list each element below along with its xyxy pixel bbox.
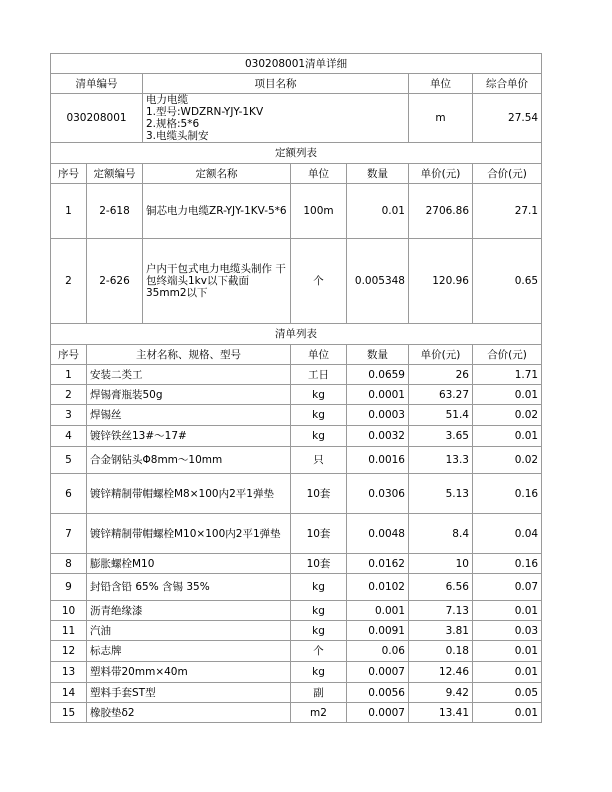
quota-qty: 0.005348 xyxy=(347,239,409,324)
material-unit: kg xyxy=(291,662,347,683)
material-total: 1.71 xyxy=(473,365,542,385)
quota-row xyxy=(51,184,542,239)
material-name: 合金钢钻头Φ8mm～10mm xyxy=(87,447,291,474)
material-price: 3.65 xyxy=(409,426,473,447)
quota-name: 铜芯电力电缆ZR-YJY-1KV-5*6 xyxy=(143,184,291,239)
quota-header-qty: 数量 xyxy=(347,164,409,184)
item-name-line: 1.型号:WDZRN-YJY-1KV xyxy=(146,106,264,118)
material-total: 0.01 xyxy=(473,662,542,683)
material-total: 0.01 xyxy=(473,601,542,621)
material-qty: 0.0007 xyxy=(347,662,409,683)
material-name: 镀锌精制带帽螺栓M10×100内2平1弹垫 xyxy=(87,514,291,554)
quota-price: 2706.86 xyxy=(409,184,473,239)
table-title: 030208001清单详细 xyxy=(51,54,542,74)
material-total: 0.16 xyxy=(473,474,542,514)
quota-price: 120.96 xyxy=(409,239,473,324)
material-row xyxy=(51,514,542,554)
material-row xyxy=(51,621,542,641)
material-price: 9.42 xyxy=(409,683,473,703)
material-total: 0.01 xyxy=(473,641,542,662)
material-seq: 6 xyxy=(51,474,87,514)
material-name: 焊锡膏瓶装50g xyxy=(87,385,291,405)
material-price: 13.3 xyxy=(409,447,473,474)
material-row xyxy=(51,683,542,703)
material-unit: 个 xyxy=(291,641,347,662)
materials-header-name: 主材名称、规格、型号 xyxy=(87,345,291,365)
material-qty: 0.0306 xyxy=(347,474,409,514)
material-qty: 0.0003 xyxy=(347,405,409,426)
material-unit: kg xyxy=(291,385,347,405)
material-seq: 14 xyxy=(51,683,87,703)
material-row xyxy=(51,554,542,574)
quota-total: 27.1 xyxy=(473,184,542,239)
material-name: 膨胀螺栓M10 xyxy=(87,554,291,574)
material-name: 封铅含铅 65% 含锡 35% xyxy=(87,574,291,601)
material-row xyxy=(51,447,542,474)
material-qty: 0.0056 xyxy=(347,683,409,703)
material-qty: 0.0102 xyxy=(347,574,409,601)
material-row xyxy=(51,426,542,447)
material-seq: 5 xyxy=(51,447,87,474)
material-qty: 0.0007 xyxy=(347,703,409,723)
material-name: 沥青绝缘漆 xyxy=(87,601,291,621)
material-unit: 副 xyxy=(291,683,347,703)
material-price: 8.4 xyxy=(409,514,473,554)
item-price: 27.54 xyxy=(473,94,542,143)
item-name-line: 电力电缆 xyxy=(146,94,188,106)
materials-section-title: 清单列表 xyxy=(51,324,542,345)
material-total: 0.03 xyxy=(473,621,542,641)
material-price: 63.27 xyxy=(409,385,473,405)
quota-row xyxy=(51,239,542,324)
material-name: 塑料带20mm×40m xyxy=(87,662,291,683)
material-seq: 12 xyxy=(51,641,87,662)
material-price: 10 xyxy=(409,554,473,574)
material-unit: 10套 xyxy=(291,554,347,574)
material-qty: 0.0162 xyxy=(347,554,409,574)
material-qty: 0.06 xyxy=(347,641,409,662)
material-total: 0.02 xyxy=(473,405,542,426)
material-total: 0.07 xyxy=(473,574,542,601)
quota-header-total: 合价(元) xyxy=(473,164,542,184)
header-name: 项目名称 xyxy=(143,74,409,94)
material-qty: 0.0091 xyxy=(347,621,409,641)
quota-section-title: 定额列表 xyxy=(51,143,542,164)
material-unit: kg xyxy=(291,426,347,447)
materials-header-qty: 数量 xyxy=(347,345,409,365)
material-seq: 7 xyxy=(51,514,87,554)
material-seq: 13 xyxy=(51,662,87,683)
material-total: 0.16 xyxy=(473,554,542,574)
material-name: 焊锡丝 xyxy=(87,405,291,426)
item-code: 030208001 xyxy=(51,94,143,143)
material-row xyxy=(51,385,542,405)
material-total: 0.01 xyxy=(473,426,542,447)
material-seq: 4 xyxy=(51,426,87,447)
material-price: 7.13 xyxy=(409,601,473,621)
material-total: 0.01 xyxy=(473,703,542,723)
material-row xyxy=(51,365,542,385)
material-name: 塑料手套ST型 xyxy=(87,683,291,703)
material-seq: 10 xyxy=(51,601,87,621)
material-row xyxy=(51,574,542,601)
materials-header-seq: 序号 xyxy=(51,345,87,365)
item-unit: m xyxy=(409,94,473,143)
material-price: 5.13 xyxy=(409,474,473,514)
material-unit: 10套 xyxy=(291,474,347,514)
quota-unit: 个 xyxy=(291,239,347,324)
material-unit: 10套 xyxy=(291,514,347,554)
material-row xyxy=(51,601,542,621)
material-price: 51.4 xyxy=(409,405,473,426)
quota-seq: 2 xyxy=(51,239,87,324)
material-unit: kg xyxy=(291,621,347,641)
material-row xyxy=(51,474,542,514)
material-name: 橡胶垫δ2 xyxy=(87,703,291,723)
quota-header-code: 定额编号 xyxy=(87,164,143,184)
material-unit: kg xyxy=(291,405,347,426)
material-qty: 0.0659 xyxy=(347,365,409,385)
material-price: 13.41 xyxy=(409,703,473,723)
quota-unit: 100m xyxy=(291,184,347,239)
material-seq: 11 xyxy=(51,621,87,641)
quota-name: 户内干包式电力电缆头制作 干包终端头1kv以下截面35mm2以下 xyxy=(143,239,291,324)
material-unit: kg xyxy=(291,574,347,601)
item-name-line: 3.电缆头制安 xyxy=(146,130,209,142)
material-row xyxy=(51,703,542,723)
quota-header-seq: 序号 xyxy=(51,164,87,184)
quota-header-name: 定额名称 xyxy=(143,164,291,184)
material-qty: 0.001 xyxy=(347,601,409,621)
material-seq: 9 xyxy=(51,574,87,601)
material-qty: 0.0001 xyxy=(347,385,409,405)
header-price: 综合单价 xyxy=(473,74,542,94)
material-price: 0.18 xyxy=(409,641,473,662)
material-unit: kg xyxy=(291,601,347,621)
material-unit: 只 xyxy=(291,447,347,474)
material-seq: 3 xyxy=(51,405,87,426)
material-unit: 工日 xyxy=(291,365,347,385)
material-total: 0.02 xyxy=(473,447,542,474)
material-name: 镀锌精制带帽螺栓M8×100内2平1弹垫 xyxy=(87,474,291,514)
materials-header-total: 合价(元) xyxy=(473,345,542,365)
item-name xyxy=(143,94,409,143)
material-name: 安装二类工 xyxy=(87,365,291,385)
material-name: 标志牌 xyxy=(87,641,291,662)
quota-code: 2-626 xyxy=(87,239,143,324)
materials-header-unit: 单位 xyxy=(291,345,347,365)
material-row xyxy=(51,662,542,683)
material-price: 6.56 xyxy=(409,574,473,601)
header-code: 清单编号 xyxy=(51,74,143,94)
quota-code: 2-618 xyxy=(87,184,143,239)
material-total: 0.04 xyxy=(473,514,542,554)
material-total: 0.01 xyxy=(473,385,542,405)
bill-detail-table xyxy=(50,53,542,723)
material-seq: 15 xyxy=(51,703,87,723)
material-total: 0.05 xyxy=(473,683,542,703)
material-seq: 1 xyxy=(51,365,87,385)
header-unit: 单位 xyxy=(409,74,473,94)
quota-total: 0.65 xyxy=(473,239,542,324)
material-name: 汽油 xyxy=(87,621,291,641)
material-unit: m2 xyxy=(291,703,347,723)
material-price: 3.81 xyxy=(409,621,473,641)
material-name: 镀锌铁丝13#～17# xyxy=(87,426,291,447)
material-row xyxy=(51,641,542,662)
material-qty: 0.0032 xyxy=(347,426,409,447)
material-row xyxy=(51,405,542,426)
material-qty: 0.0016 xyxy=(347,447,409,474)
material-price: 12.46 xyxy=(409,662,473,683)
quota-seq: 1 xyxy=(51,184,87,239)
materials-header-price: 单价(元) xyxy=(409,345,473,365)
quota-qty: 0.01 xyxy=(347,184,409,239)
material-price: 26 xyxy=(409,365,473,385)
quota-header-unit: 单位 xyxy=(291,164,347,184)
material-seq: 2 xyxy=(51,385,87,405)
material-qty: 0.0048 xyxy=(347,514,409,554)
item-name-line: 2.规格:5*6 xyxy=(146,118,200,130)
quota-header-price: 单价(元) xyxy=(409,164,473,184)
material-seq: 8 xyxy=(51,554,87,574)
